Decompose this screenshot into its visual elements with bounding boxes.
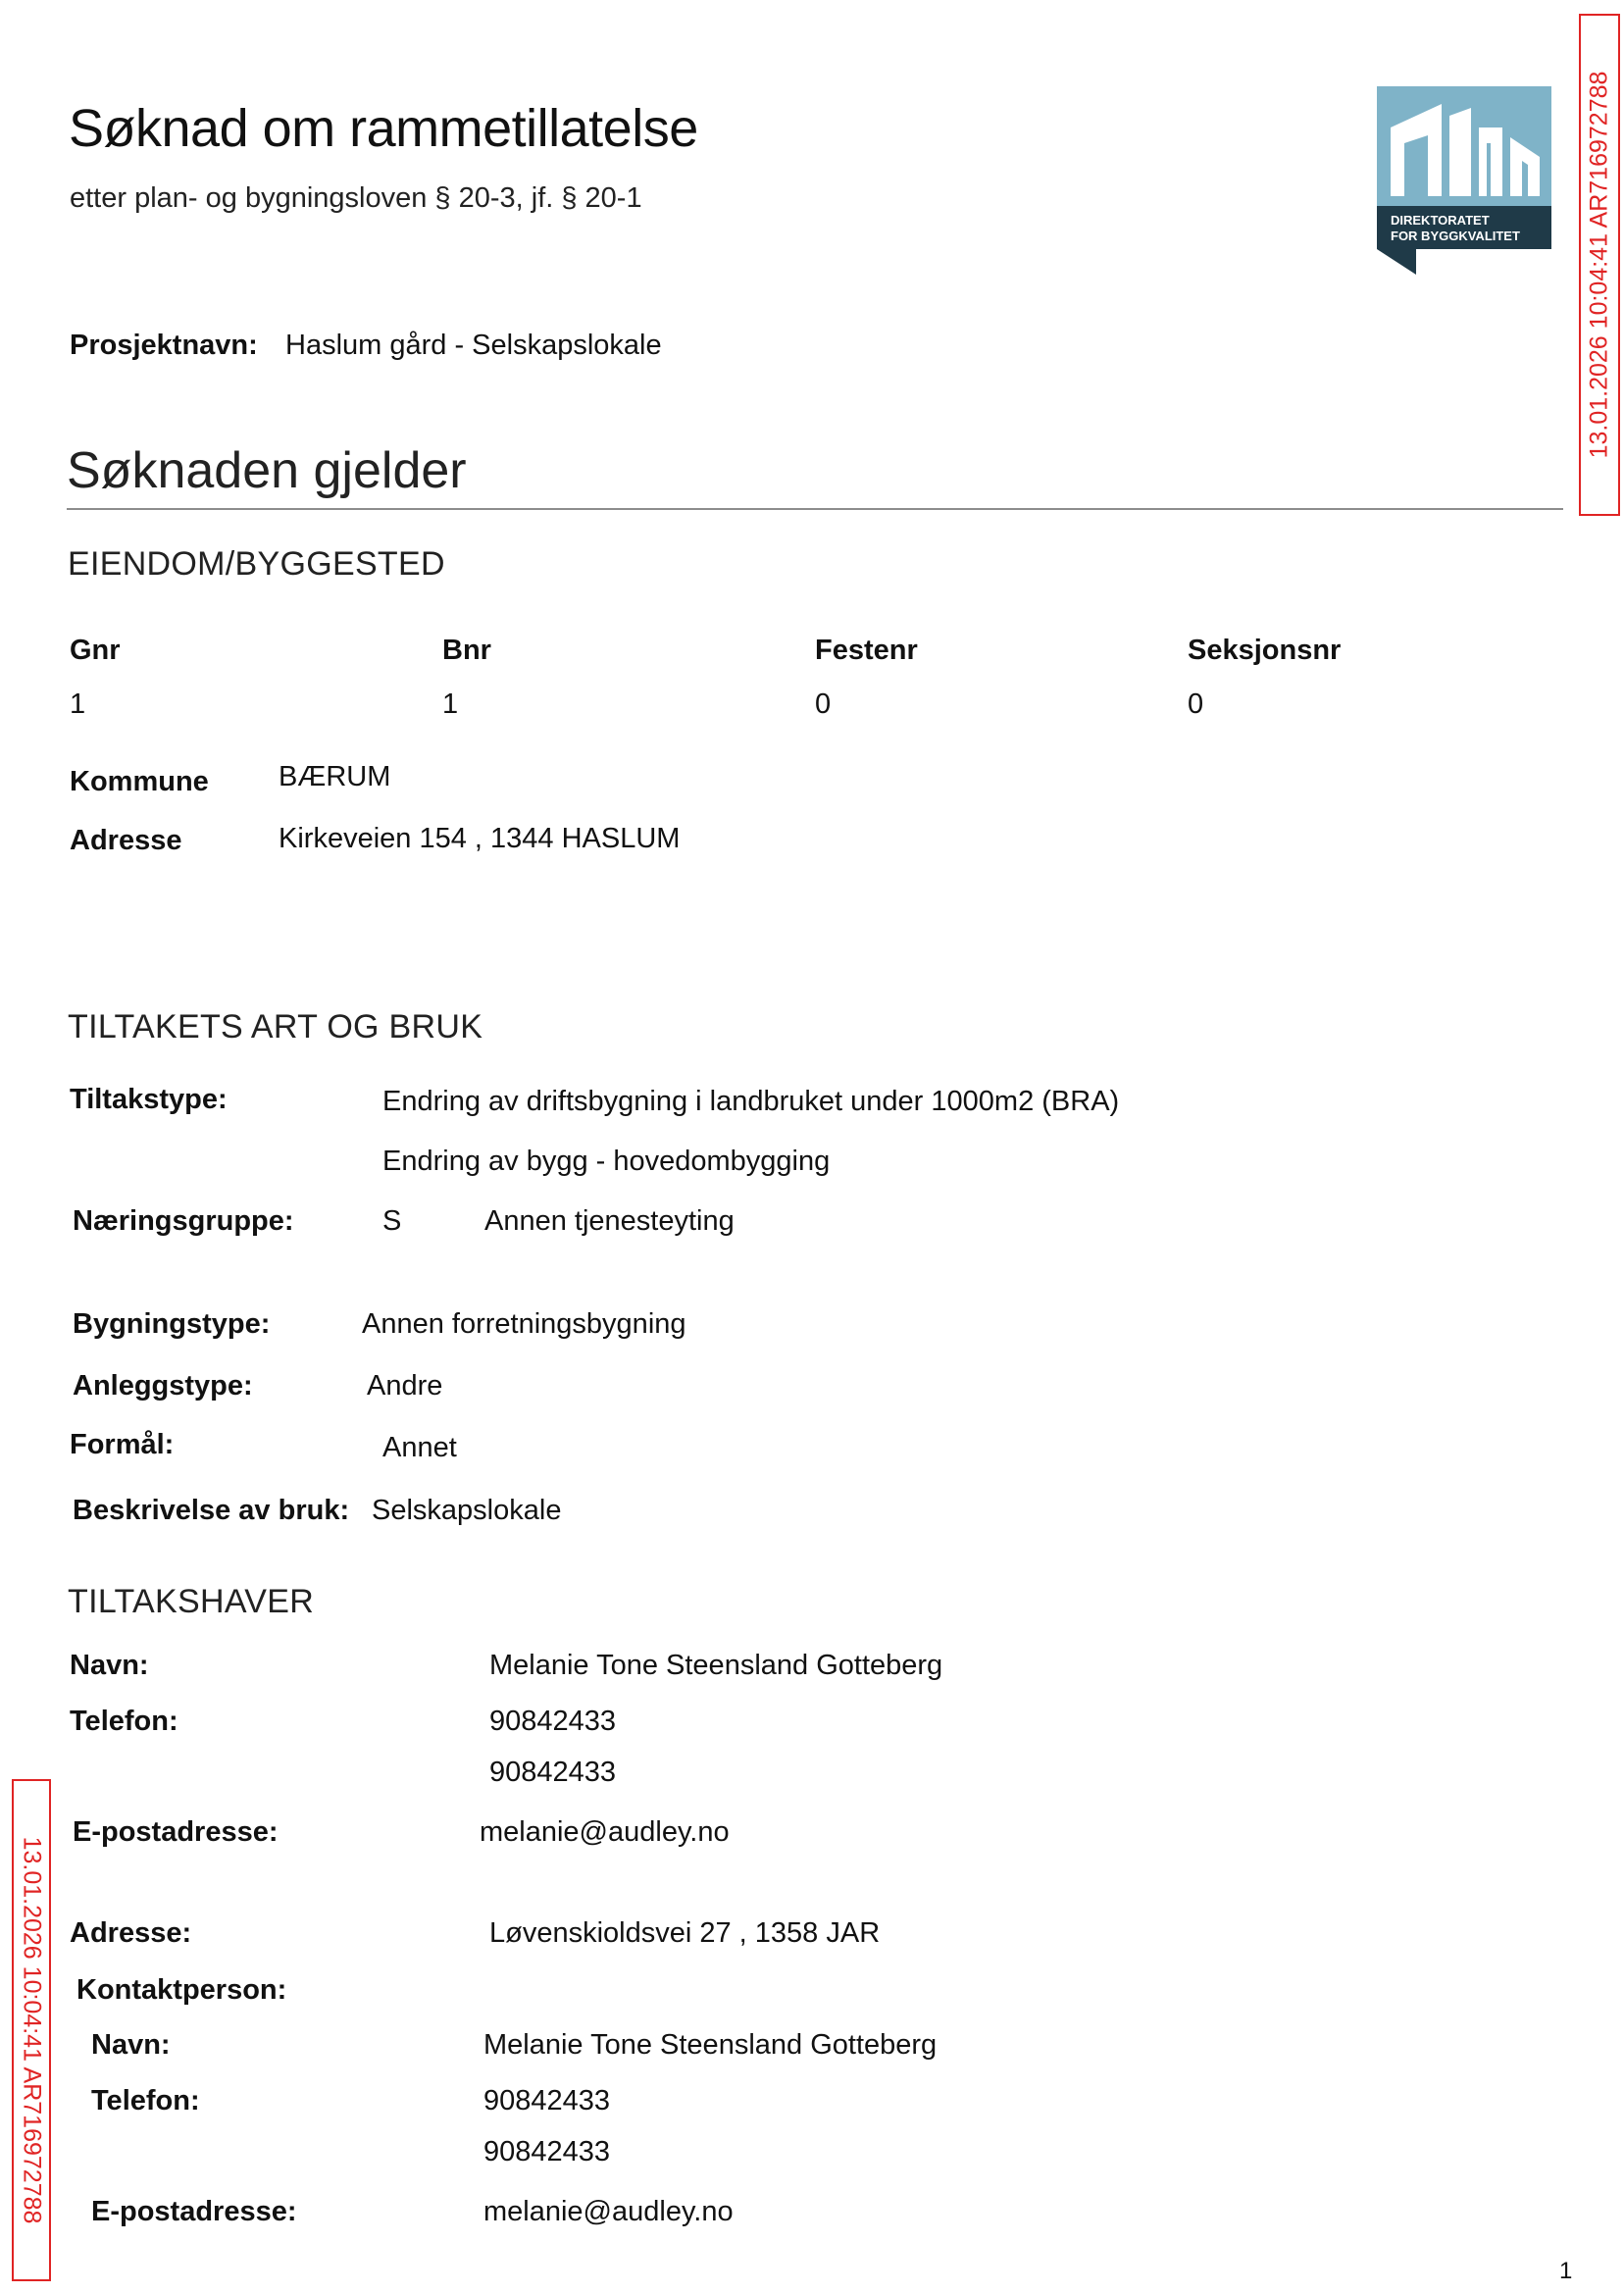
tiltakshaver-telefon-value-1: 90842433	[489, 1706, 617, 1737]
adresse-value: Kirkeveien 154 , 1344 HASLUM	[279, 823, 681, 854]
tiltakshaver-navn-value: Melanie Tone Steensland Gotteberg	[489, 1650, 943, 1681]
anleggstype-value: Andre	[367, 1370, 443, 1402]
tiltakstype-value-2: Endring av bygg - hovedombygging	[382, 1146, 831, 1177]
page-number: 1	[1559, 2258, 1573, 2284]
kontaktperson-navn-value: Melanie Tone Steensland Gotteberg	[483, 2029, 938, 2061]
tiltakshaver-telefon-value-2: 90842433	[489, 1757, 617, 1788]
kontaktperson-telefon-value-1: 90842433	[483, 2085, 611, 2116]
tiltakstype-label: Tiltakstype:	[70, 1084, 228, 1115]
kommune-label: Kommune	[70, 766, 209, 797]
document-title: Søknad om rammetillatelse	[69, 99, 698, 158]
tiltakstype-value-1: Endring av driftsbygning i landbruket under 1000m2 (BRA)	[382, 1086, 1120, 1117]
project-label: Prosjektnavn:	[70, 330, 258, 361]
naeringsgruppe-label: Næringsgruppe:	[73, 1205, 294, 1237]
tiltakshaver-heading: TILTAKSHAVER	[68, 1583, 315, 1620]
timestamp-stamp-bottom	[12, 1779, 51, 2281]
festenr-label: Festenr	[815, 635, 918, 666]
dibk-logo	[1377, 86, 1551, 275]
dibk-logo-icon	[1377, 86, 1551, 275]
tiltakshaver-telefon-label: Telefon:	[70, 1706, 178, 1737]
kontaktperson-navn-label: Navn:	[91, 2029, 171, 2061]
bnr-label: Bnr	[442, 635, 491, 666]
gnr-value: 1	[70, 688, 86, 720]
naeringsgruppe-code: S	[382, 1205, 402, 1237]
beskrivelse-label: Beskrivelse av bruk:	[73, 1495, 350, 1526]
gnr-label: Gnr	[70, 635, 121, 666]
seksjonsnr-label: Seksjonsnr	[1188, 635, 1342, 666]
adresse-label: Adresse	[70, 825, 182, 856]
kontaktperson-telefon-value-2: 90842433	[483, 2136, 611, 2167]
stamp-text: 13.01.2026 10:04:41 AR716972788	[1585, 71, 1613, 459]
eiendom-heading: EIENDOM/BYGGESTED	[68, 545, 445, 583]
kontaktperson-label: Kontaktperson:	[76, 1974, 287, 2006]
tiltakshaver-epost-value: melanie@audley.no	[480, 1816, 730, 1848]
kontaktperson-epost-value: melanie@audley.no	[483, 2196, 734, 2227]
kommune-value: BÆRUM	[279, 761, 391, 792]
timestamp-stamp-top	[1579, 14, 1620, 516]
bnr-value: 1	[442, 688, 459, 720]
document-subtitle: etter plan- og bygningsloven § 20-3, jf. § 20-1	[70, 182, 642, 214]
stamp-text: 13.01.2026 10:04:41 AR716972788	[18, 1836, 46, 2224]
bygningstype-value: Annen forretningsbygning	[362, 1308, 686, 1340]
naeringsgruppe-value: Annen tjenesteyting	[484, 1205, 735, 1237]
tiltakshaver-adresse-label: Adresse:	[70, 1917, 192, 1949]
kontaktperson-telefon-label: Telefon:	[91, 2085, 200, 2116]
project-value: Haslum gård - Selskapslokale	[285, 330, 662, 361]
formal-label: Formål:	[70, 1429, 175, 1460]
festenr-value: 0	[815, 688, 832, 720]
kontaktperson-epost-label: E-postadresse:	[91, 2196, 297, 2227]
tiltakshaver-adresse-value: Løvenskioldsvei 27 , 1358 JAR	[489, 1917, 881, 1949]
tiltak-heading: TILTAKETS ART OG BRUK	[68, 1008, 483, 1045]
tiltakshaver-navn-label: Navn:	[70, 1650, 149, 1681]
anleggstype-label: Anleggstype:	[73, 1370, 253, 1402]
logo-line1: DIREKTORATET	[1391, 213, 1490, 228]
section-title: Søknaden gjelder	[67, 442, 467, 499]
formal-value: Annet	[382, 1432, 457, 1463]
section-divider	[67, 508, 1563, 510]
seksjonsnr-value: 0	[1188, 688, 1204, 720]
tiltakshaver-epost-label: E-postadresse:	[73, 1816, 279, 1848]
bygningstype-label: Bygningstype:	[73, 1308, 271, 1340]
beskrivelse-value: Selskapslokale	[372, 1495, 562, 1526]
logo-line2: FOR BYGGKVALITET	[1391, 229, 1520, 243]
